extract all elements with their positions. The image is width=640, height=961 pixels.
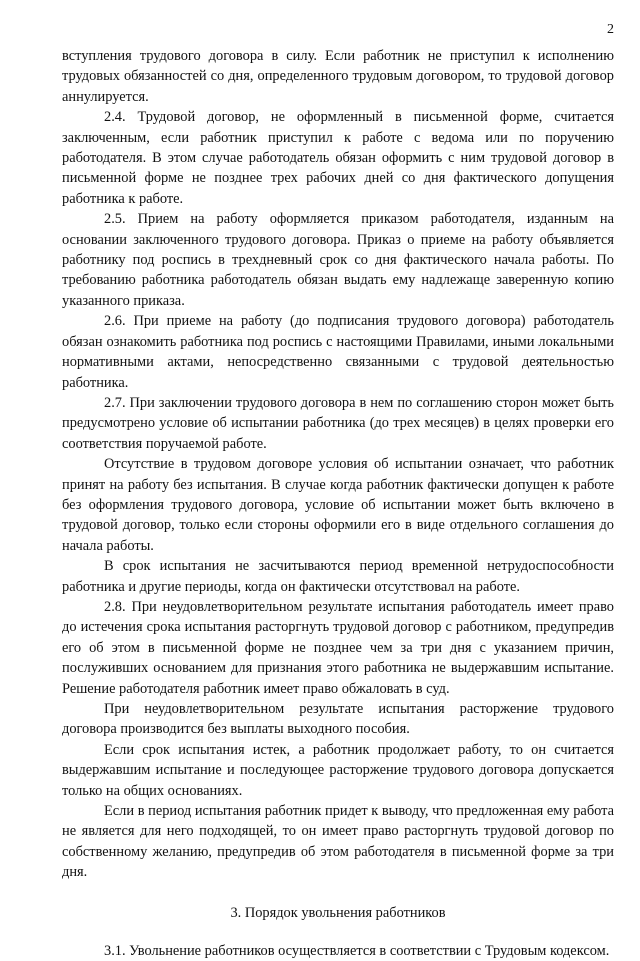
paragraph-2-7: 2.7. При заключении трудового договора в нем по соглашению сторон может быть предусмотрено условие об испытании работника (до трех месяцев) в целях проверки его соответствия поручаемой работе. <box>62 394 614 452</box>
document-body <box>62 46 614 961</box>
paragraph: При неудовлетворительном результате испытания расторжение трудового договора производится без выплаты выходного пособия. <box>62 701 614 738</box>
paragraph-2-4: 2.4. Трудовой договор, не оформленный в письменной форме, считается заключенным, если работник приступил к работе с ведома или по поручению работодателя. В этом случае работодатель обязан оформить с ним трудовой договор в письменной форме не позднее трех рабочих дней со дня фактического допущения работника к работе. <box>62 109 614 207</box>
paragraph: вступления трудового договора в силу. Если работник не приступил к исполнению трудовых обязанностей со дня, определенного трудовым договором, то трудовой договор аннулируется. <box>62 48 614 105</box>
paragraph: В срок испытания не засчитываются период временной нетрудоспособности работника и другие периоды, когда он фактически отсутствовал на работе. <box>62 558 614 595</box>
paragraph-3-1: 3.1. Увольнение работников осуществляется в соответствии с Трудовым кодексом. <box>104 943 610 960</box>
paragraph-2-6: 2.6. При приеме на работу (до подписания трудового договора) работодатель обязан ознакомить работника под роспись с настоящими Правилами, иными локальными нормативными актами, непосредственно связанными с трудовой деятельностью работника. <box>62 313 614 391</box>
paragraph: Если в период испытания работник придет к выводу, что предложенная ему работа не является для него подходящей, то он имеет право расторгнуть трудовой договор по собственному желанию, предупредив об этом работодателя в письменной форме за три дня. <box>62 803 614 881</box>
paragraph-2-8: 2.8. При неудовлетворительном результате испытания работодатель имеет право до истечения срока испытания расторгнуть трудовой договор с работником, предупредив его об этом в письменной форме не позднее чем за три дня с указанием причин, послуживших основанием для признания этого работника не выдержавшим испытание. Решение работодателя работник имеет право обжаловать в суд. <box>62 598 614 697</box>
page-number: 2 <box>607 22 614 37</box>
section-3-heading: 3. Порядок увольнения работников <box>230 904 446 921</box>
paragraph: Если срок испытания истек, а работник продолжает работу, то он считается выдержавшим испытание и последующее расторжение трудового договора допускается только на общих основаниях. <box>62 741 614 799</box>
paragraph: Отсутствие в трудовом договоре условия об испытании означает, что работник принят на работу без испытания. В случае когда работник фактически допущен к работе без оформления трудового договора, условие об испытании может быть включено в трудовой договор, только если стороны оформили его в виде отдельного соглашения до начала работы. <box>62 456 614 554</box>
paragraph-2-5: 2.5. Прием на работу оформляется приказом работодателя, изданным на основании заключенного трудового договора. Приказ о приеме на работу объявляется работнику под роспись в трехдневный срок со дня фактического начала работы. По требованию работника работодатель обязан выдать ему надлежаще заверенную копию указанного приказа. <box>62 211 614 309</box>
